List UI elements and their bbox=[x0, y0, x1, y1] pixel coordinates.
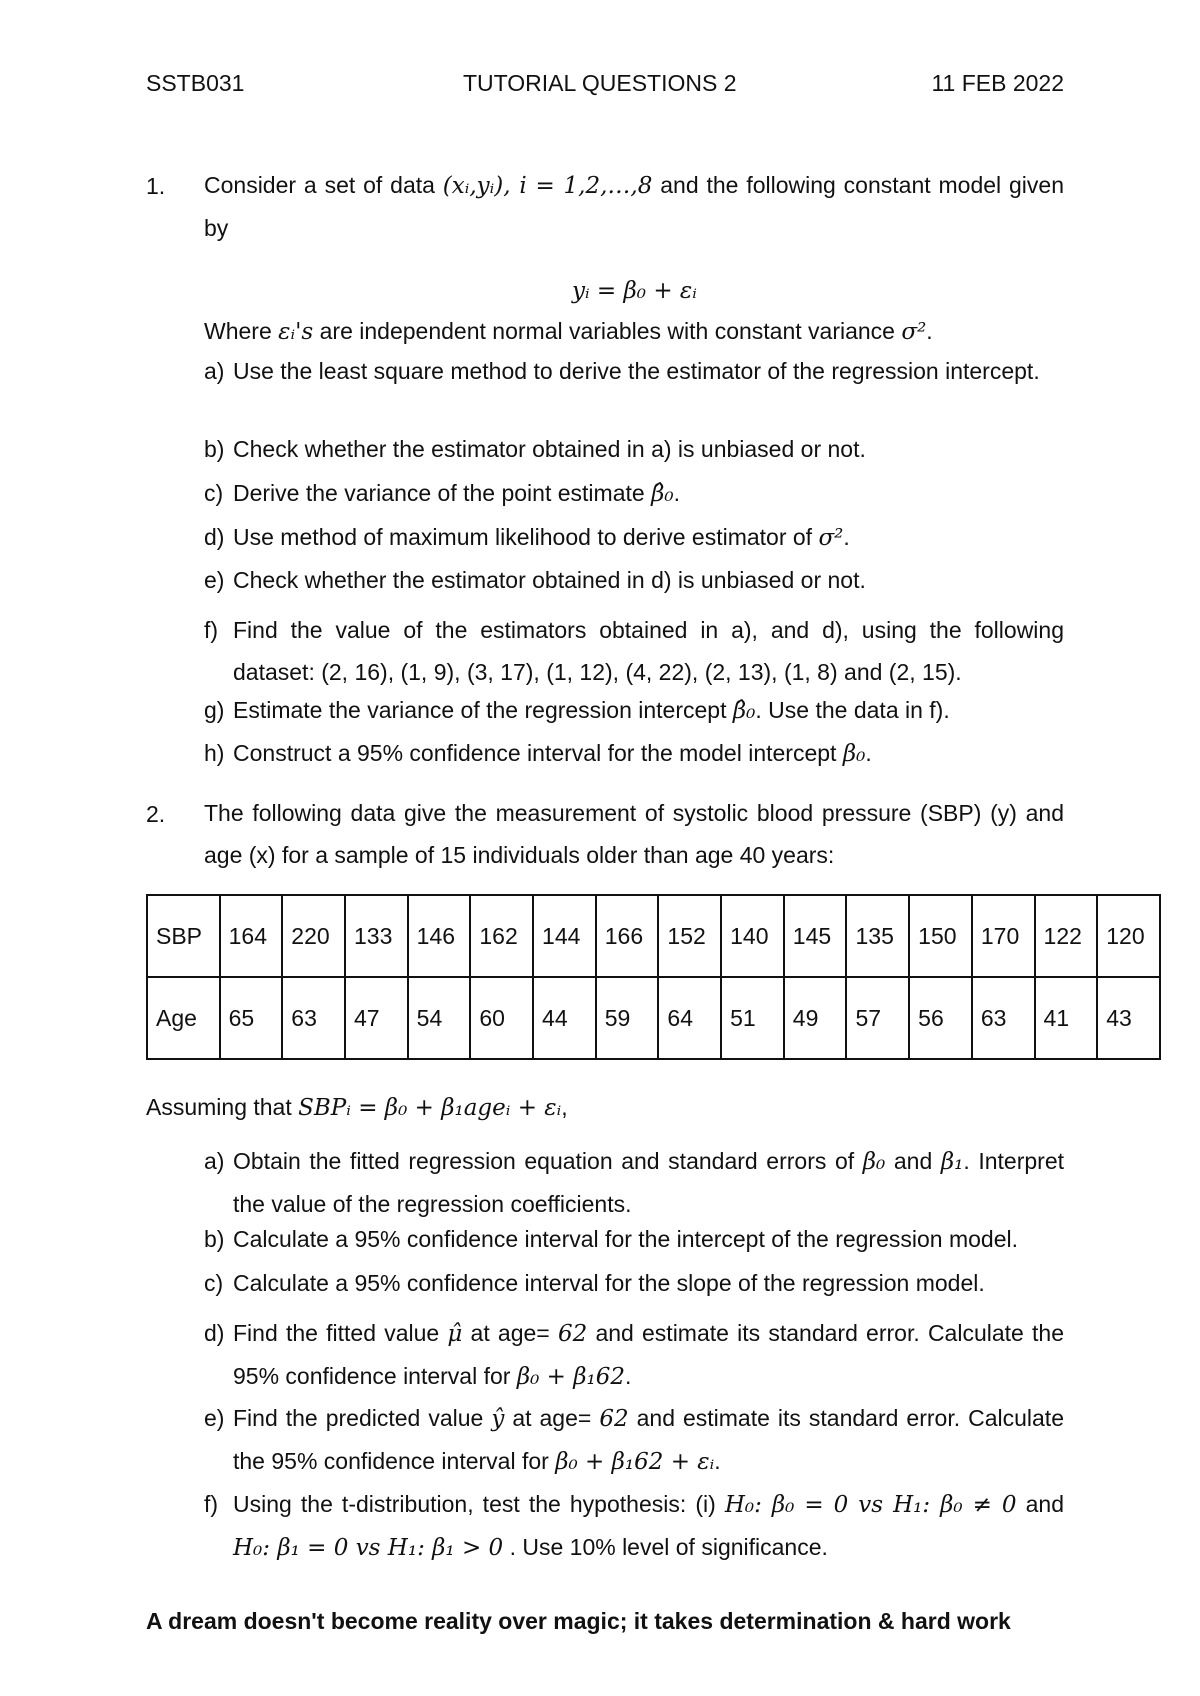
table-cell: 54 bbox=[408, 977, 471, 1059]
table-cell: 59 bbox=[596, 977, 659, 1059]
table-cell: 65 bbox=[220, 977, 283, 1059]
table-cell: 63 bbox=[972, 977, 1035, 1059]
sbp-age-table bbox=[146, 894, 1161, 1060]
table-cell: 166 bbox=[596, 895, 659, 977]
table-cell: 41 bbox=[1035, 977, 1098, 1059]
model-assumption: Where εᵢ's are independent normal variables with constant variance σ². bbox=[204, 318, 933, 345]
table-row bbox=[147, 977, 1160, 1059]
model-equation: yᵢ = β₀ + εᵢ bbox=[572, 278, 697, 304]
question-number: 1. bbox=[146, 173, 166, 199]
table-cell: 43 bbox=[1097, 977, 1160, 1059]
table-cell: 164 bbox=[220, 895, 283, 977]
document-title: TUTORIAL QUESTIONS 2 bbox=[463, 70, 737, 96]
course-code: SSTB031 bbox=[146, 70, 245, 96]
table-cell: 51 bbox=[721, 977, 784, 1059]
model-assumption: Assuming that SBPᵢ = β₀ + β₁ageᵢ + εᵢ, bbox=[146, 1094, 568, 1121]
table-cell: 133 bbox=[345, 895, 408, 977]
table-cell: 170 bbox=[972, 895, 1035, 977]
table-cell: 47 bbox=[345, 977, 408, 1059]
table-cell: 57 bbox=[846, 977, 909, 1059]
table-cell: 146 bbox=[408, 895, 471, 977]
table-cell: 144 bbox=[533, 895, 596, 977]
table-cell: 64 bbox=[658, 977, 721, 1059]
document-date: 11 FEB 2022 bbox=[931, 70, 1064, 96]
table-cell: 162 bbox=[470, 895, 533, 977]
row-header: Age bbox=[147, 977, 220, 1059]
table-cell: 60 bbox=[470, 977, 533, 1059]
table-cell: 120 bbox=[1097, 895, 1160, 977]
table-cell: 135 bbox=[846, 895, 909, 977]
question-intro: The following data give the measurement of systolic blood pressure (SBP) (y) and age (x) for a sample of 15 individuals older than age 40 years: bbox=[204, 800, 1064, 868]
document-page: SSTB031 TUTORIAL QUESTIONS 2 11 FEB 2022 1. Consider a set of data (xᵢ,yᵢ), i = 1,2,…,8 and the following constant model given by yᵢ = β₀ + εᵢ Where εᵢ's are independent normal variables with constant variance σ². a) Use the least square method to derive the estimator of the regression intercept. b) Check whether the estimator obtained in a) is unbiased or not. c) Derive the variance of the point estimate β̂₀. d) Use method of maximum likelihood to derive estimator of σ². e) Check whether the estimator obtained in d) is unbiased or not. f) Find the value of the estimators obtained in a), and d), using the following dataset: (2, 16), (1, 9), (3, 17), (1, 12), (4, 22), (2, 13), (1, 8) and (2, 15). g) Estimate the variance of the regression intercept β̂₀. Use the data in f). h) Construct a 95% confidence interval for the model intercept β₀. 2. The following data give the measurement of systolic blood pressure (SBP) (y) and age (x) for a sample of 15 individuals older than age 40 years: SBP 164 220 133 146 162 144 166 152 140 145 135 150 170 122 120 Age 65 63 47 54 60 44 59 64 51 49 57 56 63 41 43 Assuming that SBPᵢ = β₀ + β₁ageᵢ + εᵢ, a) Obtain the fitted regression equation and standard errors of β₀ and β₁. Interpret the value of the regression coefficients. b) Calculate a 95% confidence interval for the intercept of the regression model. c) Calculate a 95% confidence interval for the slope of the regression model. d) Find the fitted value μ̂ at age= 62 and estimate its standard error. Calculate the 95% confidence interval for β₀ + β₁62. e) Find the predicted value ŷ at age= 62 and estimate its standard error. Calculate the 95% confidence interval for β₀ + β₁62 + εᵢ. f) Using the t-distribution, test the hypothesis: (i) H₀: β₀ = 0 vs H₁: β₀ ≠ 0 and H₀: β₁ = 0 vs H₁: β₁ > 0 . Use 10% level of significance. A dream doesn't become reality over magic; it takes determination & hard work bbox=[0, 0, 1200, 1696]
motivational-footer: A dream doesn't become reality over magic; it takes determination & hard work bbox=[146, 1608, 1011, 1634]
question-number: 2. bbox=[146, 801, 166, 827]
table-cell: 220 bbox=[282, 895, 345, 977]
row-header: SBP bbox=[147, 895, 220, 977]
table-cell: 63 bbox=[282, 977, 345, 1059]
table-cell: 49 bbox=[784, 977, 847, 1059]
table-cell: 44 bbox=[533, 977, 596, 1059]
table-cell: 150 bbox=[909, 895, 972, 977]
table-cell: 152 bbox=[658, 895, 721, 977]
table-cell: 140 bbox=[721, 895, 784, 977]
math-expression: (xᵢ,yᵢ), i = 1,2,…,8 bbox=[442, 173, 653, 199]
table-cell: 145 bbox=[784, 895, 847, 977]
question-intro: Consider a set of data (xᵢ,yᵢ), i = 1,2,…,8 and the following constant model given by bbox=[204, 172, 1064, 241]
table-cell: 122 bbox=[1035, 895, 1098, 977]
table-row bbox=[147, 895, 1160, 977]
table-cell: 56 bbox=[909, 977, 972, 1059]
page-header bbox=[146, 70, 1064, 100]
